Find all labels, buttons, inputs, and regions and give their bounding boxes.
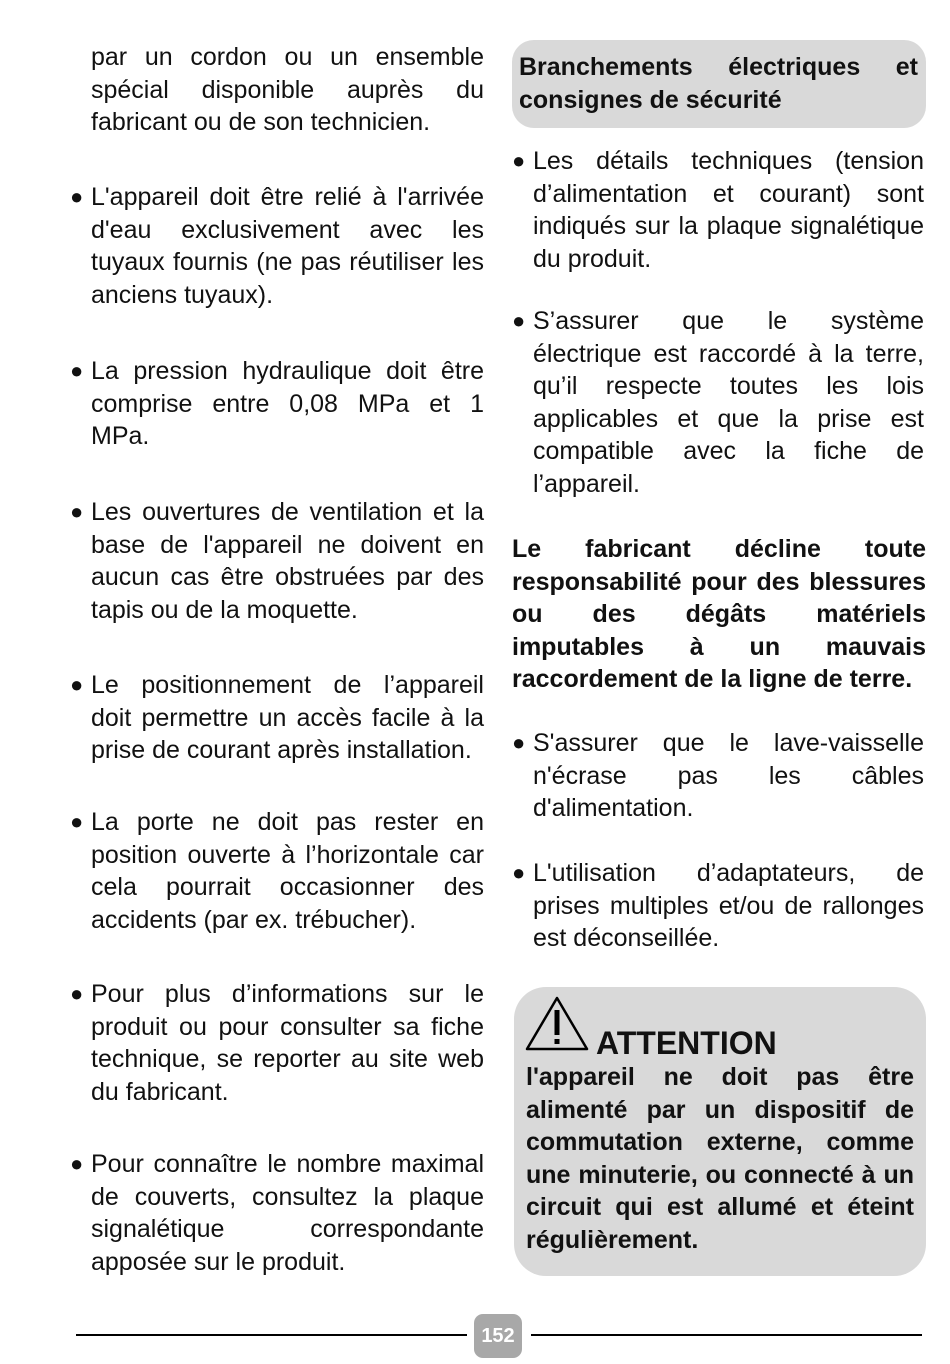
list-item [70, 978, 484, 1108]
bullet-icon: ● [70, 672, 84, 697]
section-title: Branchements électriques et consignes de sécurité [519, 53, 918, 114]
list-item [512, 145, 924, 275]
list-item-text: Les ouvertures de ventilation et la base de l'appareil ne doivent en aucun cas être obstruées par des tapis ou de la moquette. [91, 498, 484, 624]
list-item-text: L'appareil doit être relié à l'arrivée d'eau exclusivement avec les tuyaux fournis (ne pas réutiliser les anciens tuyaux). [91, 183, 484, 309]
attention-box [514, 987, 926, 1276]
bullet-icon: ● [70, 358, 84, 383]
bullet-icon: ● [70, 184, 84, 209]
list-item [70, 1148, 484, 1278]
list-item [512, 305, 924, 500]
bullet-icon: ● [70, 1151, 84, 1176]
left-column [70, 0, 484, 1300]
list-item [70, 669, 484, 767]
list-item [70, 496, 484, 626]
list-item-text: L'utilisation d’adaptateurs, de prises multiples et/ou de rallonges est déconseillée. [533, 859, 924, 952]
warning-triangle-icon [524, 995, 590, 1053]
list-item [70, 355, 484, 453]
list-item [70, 806, 484, 936]
list-item-text: S’assurer que le système électrique est raccordé à la terre, qu’il respecte toutes les lois applicables et que la prise est compatible avec la fiche de l’appareil. [533, 307, 924, 498]
list-item-text: Les détails techniques (tension d’alimentation et courant) sont indiqués sur la plaque signalétique du produit. [533, 147, 924, 273]
intro-paragraph: par un cordon ou un ensemble spécial disponible auprès du fabricant ou de son technicien. [91, 43, 484, 136]
list-item [512, 727, 924, 825]
footer-rule-left [76, 1334, 467, 1336]
list-item-text: Pour plus d’informations sur le produit ou pour consulter sa fiche technique, se reporter au site web du fabricant. [91, 980, 484, 1106]
bullet-icon: ● [512, 148, 526, 173]
footer-rule-right [531, 1334, 922, 1336]
bullet-icon: ● [512, 308, 526, 333]
list-item [512, 857, 924, 955]
bullet-icon: ● [512, 860, 526, 885]
disclaimer-paragraph: Le fabricant décline toute responsabilité pour des blessures ou des dégâts matériels imputables à un mauvais raccordement de la ligne de terre. [512, 535, 926, 693]
bullet-icon: ● [70, 809, 84, 834]
list-item-text: Le positionnement de l’appareil doit permettre un accès facile à la prise de courant après installation. [91, 671, 484, 764]
attention-title: ATTENTION [596, 1025, 777, 1061]
list-item-text: La pression hydraulique doit être comprise entre 0,08 MPa et 1 MPa. [91, 357, 484, 450]
list-item-text: S'assurer que le lave-vaisselle n'écrase pas les câbles d'alimentation. [533, 729, 924, 822]
attention-text: l'appareil ne doit pas être alimenté par un dispositif de commutation externe, comme une minuterie, ou connecté à un circuit qui est allumé et éteint régulièrement. [526, 1063, 914, 1254]
right-column [512, 0, 924, 960]
bullet-icon: ● [70, 981, 84, 1006]
list-item [70, 181, 484, 311]
bullet-icon: ● [70, 499, 84, 524]
page-number-badge: 152 [474, 1314, 522, 1358]
list-item-text: La porte ne doit pas rester en position ouverte à l’horizontale car cela pourrait occasionner des accidents (par ex. trébucher). [91, 808, 484, 934]
bullet-icon: ● [512, 730, 526, 755]
list-item-text: Pour connaître le nombre maximal de couverts, consultez la plaque signalétique correspondante apposée sur le produit. [91, 1150, 484, 1276]
